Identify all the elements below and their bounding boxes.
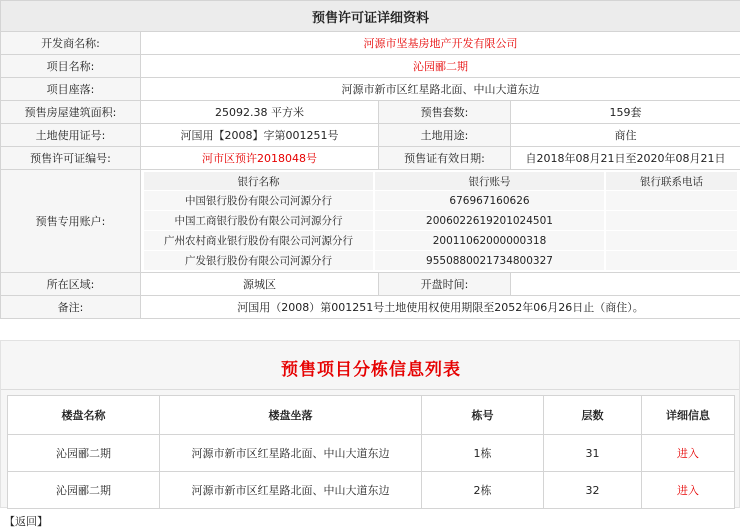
district-value: 源城区 bbox=[141, 273, 379, 296]
bank-name: 广发银行股份有限公司河源分行 bbox=[144, 251, 374, 271]
land-cert-value: 河国用【2008】字第001251号 bbox=[141, 124, 379, 147]
bank-phone bbox=[605, 211, 737, 231]
divider bbox=[1, 389, 739, 390]
district-label: 所在区域: bbox=[1, 273, 141, 296]
bank-row bbox=[144, 211, 737, 231]
building-location: 河源市新市区红星路北面、中山大道东边 bbox=[160, 435, 422, 472]
table-row bbox=[8, 472, 735, 509]
building-list-panel bbox=[0, 340, 740, 508]
building-floors: 31 bbox=[544, 435, 642, 472]
bank-phone bbox=[605, 191, 737, 211]
col-header-location: 楼盘坐落 bbox=[160, 396, 422, 435]
bank-name: 广州农村商业银行股份有限公司河源分行 bbox=[144, 231, 374, 251]
building-list-table bbox=[7, 395, 735, 509]
remarks-value: 河国用（2008）第001251号土地使用权使用期限至2052年06月26日止（商住）。 bbox=[141, 296, 740, 319]
accounts-label: 预售专用账户: bbox=[1, 170, 141, 273]
bank-account-header: 银行账号 bbox=[374, 172, 605, 191]
bank-row bbox=[144, 191, 737, 211]
col-header-name: 楼盘名称 bbox=[8, 396, 160, 435]
bank-account: 2006022619201024501 bbox=[374, 211, 605, 231]
bank-account: 9550880021734800327 bbox=[374, 251, 605, 271]
permit-no-label: 预售许可证编号: bbox=[1, 147, 141, 170]
building-name: 沁园郦二期 bbox=[8, 472, 160, 509]
enter-details-cell bbox=[642, 435, 735, 472]
bank-row bbox=[144, 231, 737, 251]
back-link-wrap bbox=[4, 513, 48, 529]
bank-row bbox=[144, 251, 737, 271]
col-header-details: 详细信息 bbox=[642, 396, 735, 435]
project-location-value: 河源市新市区红星路北面、中山大道东边 bbox=[141, 78, 740, 101]
page-title: 预售许可证详细资料 bbox=[1, 1, 740, 32]
project-name-value: 沁园郦二期 bbox=[141, 55, 740, 78]
back-link[interactable]: 【返回】 bbox=[4, 515, 48, 528]
building-floors: 32 bbox=[544, 472, 642, 509]
building-list-title: 预售项目分栋信息列表 bbox=[281, 360, 461, 380]
presale-area-value: 25092.38 平方米 bbox=[141, 101, 379, 124]
building-number: 2栋 bbox=[422, 472, 544, 509]
land-cert-label: 土地使用证号: bbox=[1, 124, 141, 147]
presale-units-value: 159套 bbox=[511, 101, 740, 124]
bank-name: 中国工商银行股份有限公司河源分行 bbox=[144, 211, 374, 231]
bank-name-header: 银行名称 bbox=[144, 172, 374, 191]
building-location: 河源市新市区红星路北面、中山大道东边 bbox=[160, 472, 422, 509]
land-use-label: 土地用途: bbox=[379, 124, 511, 147]
permit-validity-value: 自2018年08月21日至2020年08月21日 bbox=[511, 147, 740, 170]
enter-link[interactable]: 进入 bbox=[677, 484, 699, 497]
bank-name: 中国银行股份有限公司河源分行 bbox=[144, 191, 374, 211]
presale-area-label: 预售房屋建筑面积: bbox=[1, 101, 141, 124]
remarks-label: 备注: bbox=[1, 296, 141, 319]
building-name: 沁园郦二期 bbox=[8, 435, 160, 472]
col-header-building: 栋号 bbox=[422, 396, 544, 435]
bank-phone-header: 银行联系电话 bbox=[605, 172, 737, 191]
bank-phone bbox=[605, 251, 737, 271]
land-use-value: 商住 bbox=[511, 124, 740, 147]
building-number: 1栋 bbox=[422, 435, 544, 472]
opening-time-value bbox=[511, 273, 740, 296]
permit-no-value: 河市区预许2018048号 bbox=[141, 147, 379, 170]
permit-validity-label: 预售证有效日期: bbox=[379, 147, 511, 170]
col-header-floors: 层数 bbox=[544, 396, 642, 435]
project-name-label: 项目名称: bbox=[1, 55, 141, 78]
table-row bbox=[8, 435, 735, 472]
developer-label: 开发商名称: bbox=[1, 32, 141, 55]
enter-link[interactable]: 进入 bbox=[677, 447, 699, 460]
bank-account: 676967160626 bbox=[374, 191, 605, 211]
bank-account: 20011062000000318 bbox=[374, 231, 605, 251]
project-location-label: 项目座落: bbox=[1, 78, 141, 101]
bank-accounts-table bbox=[144, 172, 737, 270]
bank-phone bbox=[605, 231, 737, 251]
presale-units-label: 预售套数: bbox=[379, 101, 511, 124]
opening-time-label: 开盘时间: bbox=[379, 273, 511, 296]
accounts-cell bbox=[141, 170, 740, 273]
enter-details-cell bbox=[642, 472, 735, 509]
developer-value: 河源市坚基房地产开发有限公司 bbox=[141, 32, 740, 55]
